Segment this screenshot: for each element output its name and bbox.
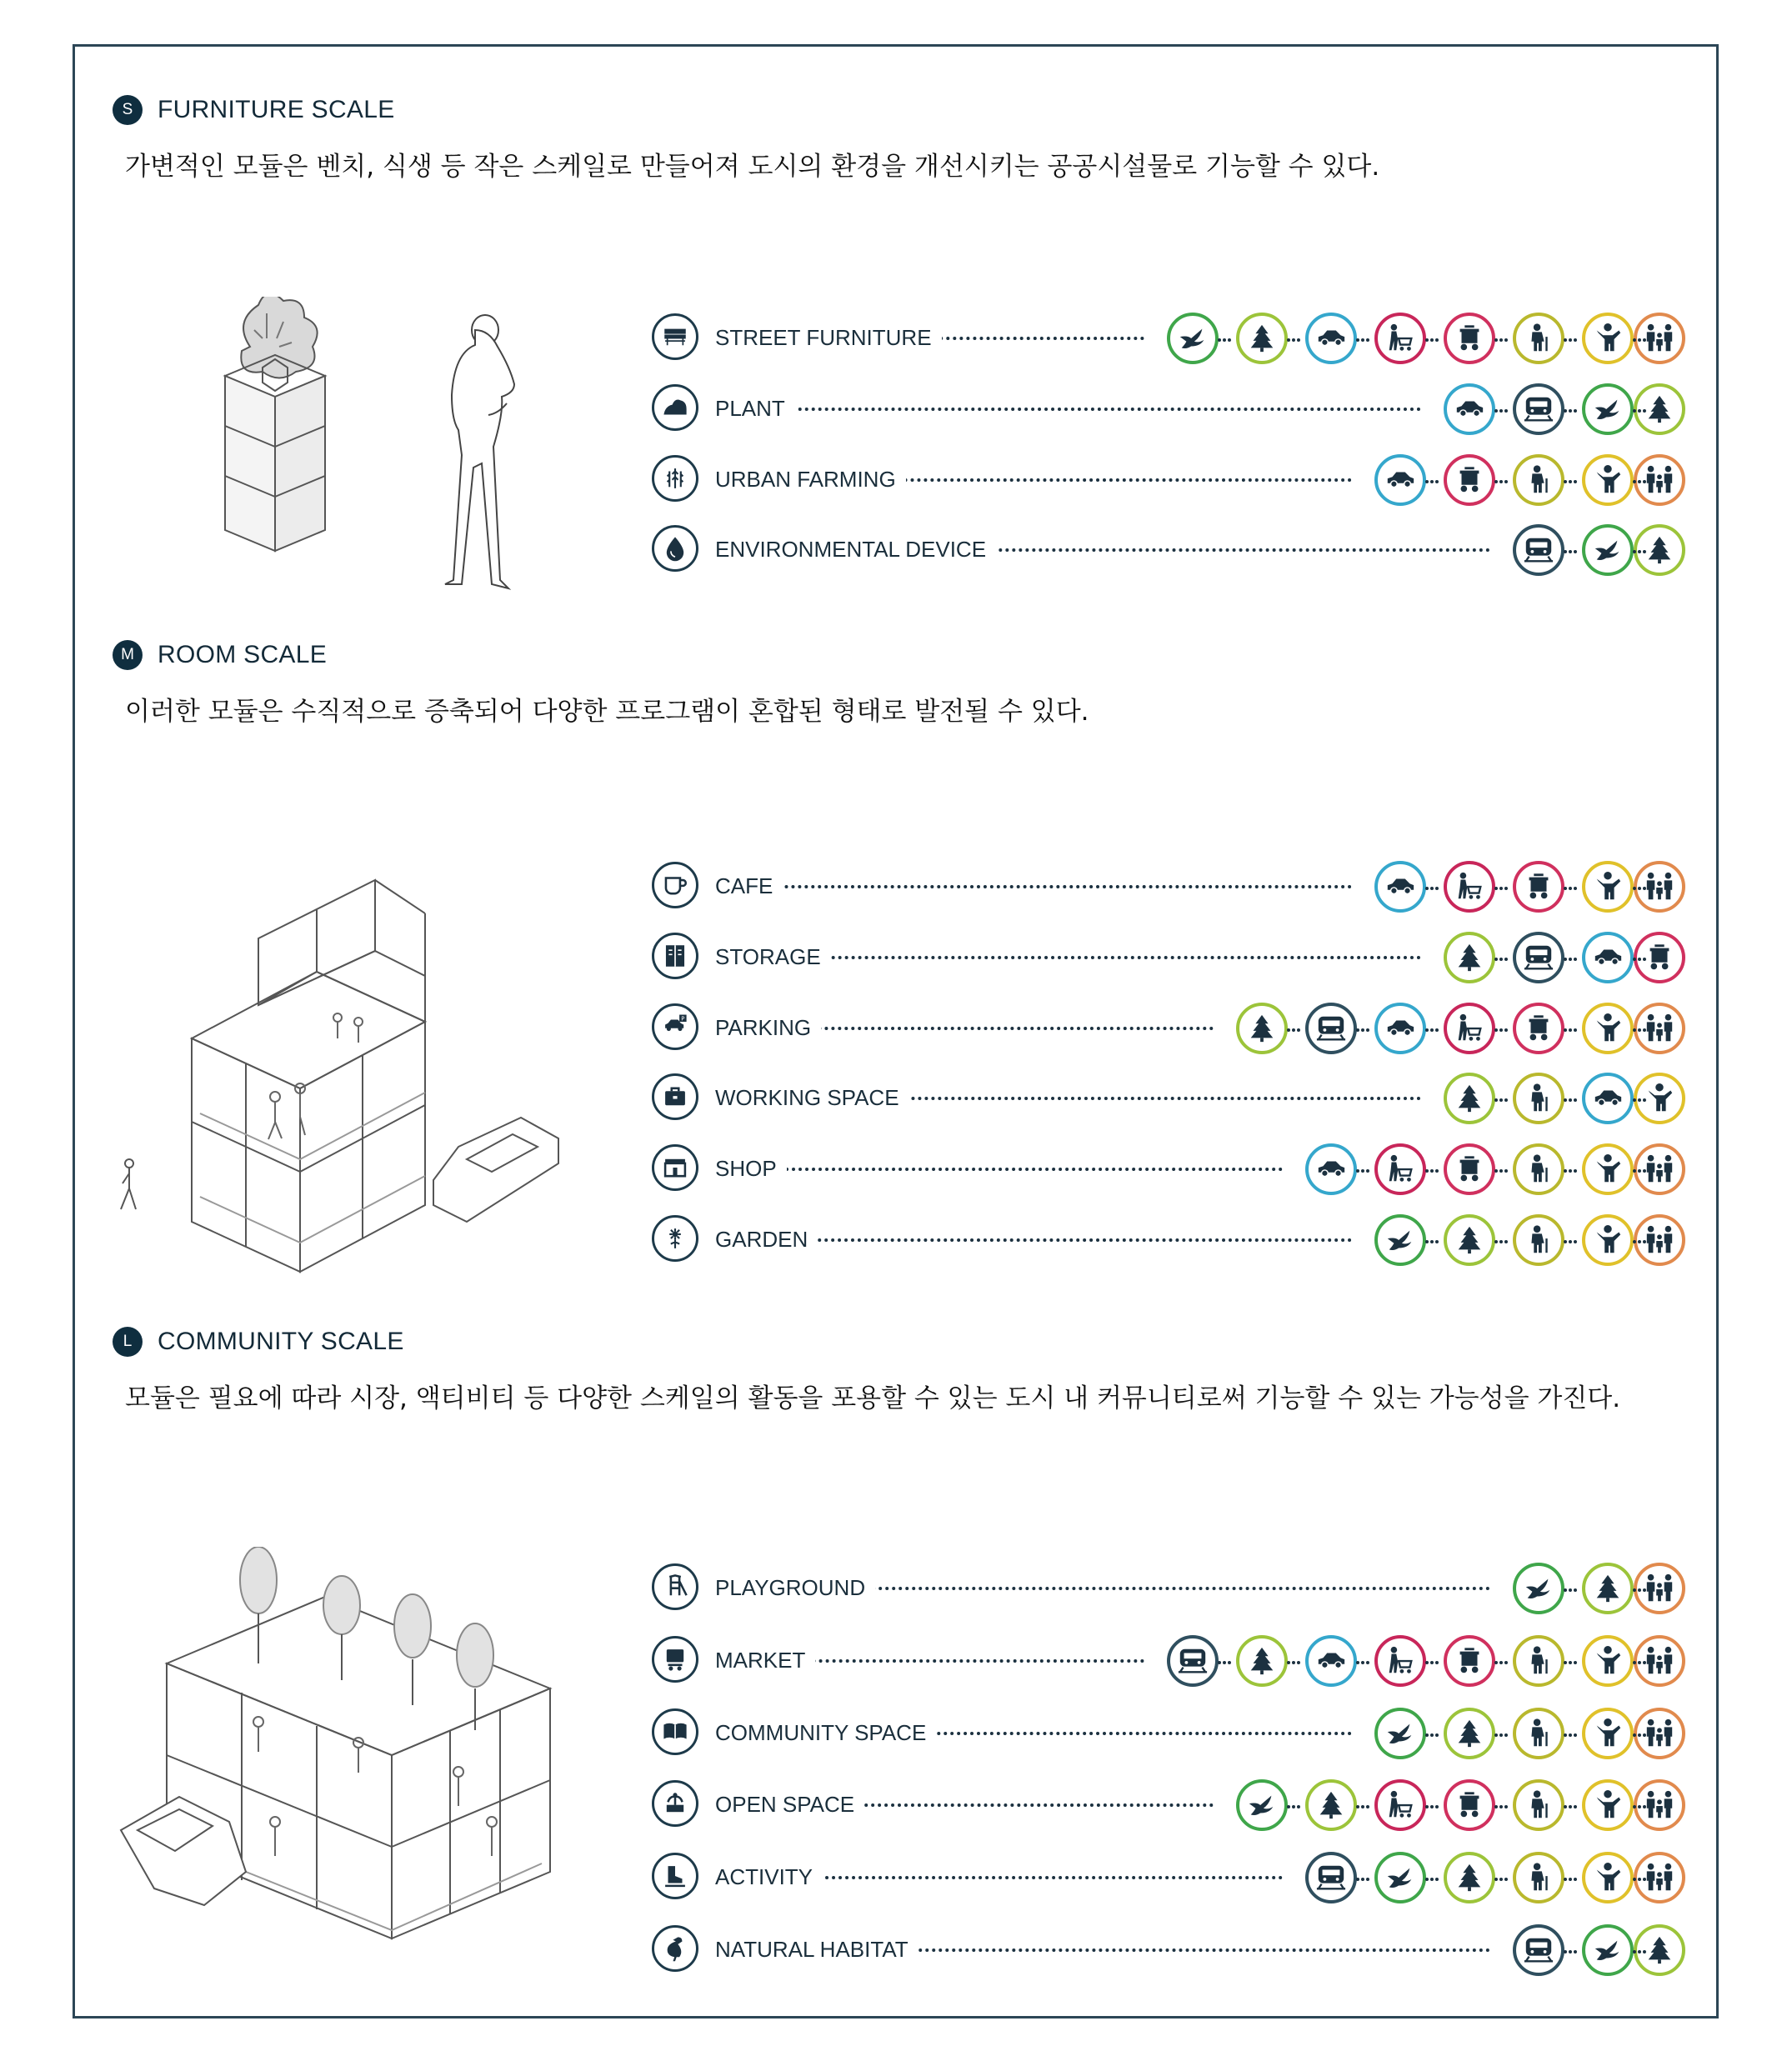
kid-icon: [1582, 313, 1634, 364]
program-row: [652, 523, 1685, 577]
related-icons: [1426, 1072, 1685, 1125]
program-label: PLAYGROUND: [715, 1575, 875, 1601]
section-header: [113, 1327, 404, 1357]
related-icons: [1495, 523, 1685, 577]
related-icons: [1357, 860, 1685, 913]
elder-icon: [1513, 1852, 1564, 1903]
related-icons: [1426, 383, 1685, 436]
program-row: [652, 1778, 1685, 1832]
related-icons: [1495, 1923, 1685, 1977]
program-row: [652, 1143, 1685, 1196]
kid-icon: [1582, 1003, 1634, 1054]
program-label: ACTIVITY: [715, 1864, 823, 1890]
scale-badge: M: [113, 640, 143, 670]
program-row: [652, 1851, 1685, 1904]
bird-icon: [1582, 1924, 1634, 1976]
related-icons: [1357, 1213, 1685, 1267]
related-icons: [1357, 453, 1685, 507]
leader-line: [718, 885, 1352, 888]
kid-icon: [1582, 1143, 1634, 1195]
drop-icon: [652, 525, 698, 572]
tree-icon: [1444, 1708, 1495, 1759]
bird-icon: [1582, 524, 1634, 576]
car-icon: [1444, 383, 1495, 435]
car-icon: [1305, 1143, 1357, 1195]
car-icon: [1582, 932, 1634, 983]
leader-line: [718, 408, 1421, 411]
program-row: [652, 312, 1685, 365]
vendor-icon: [1513, 1003, 1564, 1054]
related-icons: [1357, 1707, 1685, 1760]
program-row: [652, 1072, 1685, 1125]
skate-icon: [652, 1853, 698, 1899]
shopper-icon: [1374, 1635, 1426, 1687]
program-label: SHOP: [715, 1156, 787, 1182]
program-label: PLANT: [715, 396, 795, 422]
elder-icon: [1513, 1708, 1564, 1759]
program-label: PARKING: [715, 1015, 821, 1041]
kid-icon: [1582, 454, 1634, 506]
parking-icon: [652, 1003, 698, 1050]
car-icon: [1374, 454, 1426, 506]
train-icon: [1513, 932, 1564, 983]
elder-icon: [1513, 1214, 1564, 1266]
elder-icon: [1513, 313, 1564, 364]
fountain-icon: [652, 1780, 698, 1827]
plant-icon: [652, 384, 698, 431]
section-title: ROOM SCALE: [158, 641, 328, 668]
related-icons: [1495, 1562, 1685, 1615]
tree-icon: [1444, 932, 1495, 983]
bird-icon: [1236, 1779, 1288, 1831]
leader-line: [718, 1168, 1283, 1171]
briefcase-icon: [652, 1073, 698, 1120]
room-illustration: [108, 872, 625, 1288]
program-label: NATURAL HABITAT: [715, 1937, 919, 1963]
program-row: [652, 1002, 1685, 1055]
program-row: [652, 1213, 1685, 1267]
program-label: OPEN SPACE: [715, 1792, 864, 1818]
store-icon: [652, 1144, 698, 1191]
program-label: GARDEN: [715, 1227, 818, 1253]
kid-icon: [1582, 1852, 1634, 1903]
related-icons: [1219, 1002, 1685, 1055]
cup-icon: [652, 862, 698, 908]
shopper-icon: [1444, 861, 1495, 913]
program-label: WORKING SPACE: [715, 1085, 909, 1111]
program-label: STREET FURNITURE: [715, 325, 942, 351]
section-header: [113, 640, 327, 670]
vendor-icon: [1444, 1635, 1495, 1687]
train-icon: [1513, 524, 1564, 576]
shopper-icon: [1374, 1143, 1426, 1195]
wheat-icon: [652, 455, 698, 502]
program-label: STORAGE: [715, 944, 831, 970]
related-icons: [1288, 1143, 1685, 1196]
related-icons: [1219, 1778, 1685, 1832]
elder-icon: [1513, 454, 1564, 506]
elder-icon: [1513, 1635, 1564, 1687]
program-label: COMMUNITY SPACE: [715, 1720, 936, 1746]
tree-icon: [1236, 1635, 1288, 1687]
bird-icon: [1374, 1708, 1426, 1759]
train-icon: [1305, 1003, 1357, 1054]
vendor-icon: [1444, 313, 1495, 364]
shopper-icon: [1374, 313, 1426, 364]
bird-icon: [1374, 1214, 1426, 1266]
bench-icon: [652, 313, 698, 360]
tree-icon: [1582, 1563, 1634, 1614]
train-icon: [1513, 383, 1564, 435]
car-icon: [1374, 861, 1426, 913]
section-description: 모듈은 필요에 따라 시장, 액티비티 등 다양한 스케일의 활동을 포용할 수 있는 도시 내 커뮤니티로써 기능할 수 있는 가능성을 가진다.: [125, 1383, 1621, 1413]
car-icon: [1305, 1635, 1357, 1687]
locker-icon: [652, 933, 698, 979]
section-title: FURNITURE SCALE: [158, 96, 395, 123]
community-illustration: [108, 1547, 642, 1963]
shopper-icon: [1444, 1003, 1495, 1054]
related-icons: [1149, 1634, 1685, 1688]
program-row: [652, 1634, 1685, 1688]
program-row: [652, 860, 1685, 913]
elder-icon: [1513, 1779, 1564, 1831]
vendor-icon: [1444, 1143, 1495, 1195]
tree-icon: [1444, 1073, 1495, 1124]
section-header: [113, 95, 395, 125]
bird-icon: [1513, 1563, 1564, 1614]
bird-icon: [1582, 383, 1634, 435]
scale-badge: S: [113, 95, 143, 125]
furniture-illustration: [158, 297, 575, 647]
related-icons: [1426, 931, 1685, 984]
related-icons: [1149, 312, 1685, 365]
train-icon: [1167, 1635, 1219, 1687]
tree-icon: [1236, 1003, 1288, 1054]
tree-icon: [1444, 1214, 1495, 1266]
program-row: [652, 931, 1685, 984]
vendor-icon: [1513, 861, 1564, 913]
tree-icon: [1305, 1779, 1357, 1831]
train-icon: [1305, 1852, 1357, 1903]
elder-icon: [1513, 1143, 1564, 1195]
book-icon: [652, 1708, 698, 1755]
diagram-frame: [73, 44, 1719, 2018]
vendor-icon: [1444, 454, 1495, 506]
program-row: [652, 1707, 1685, 1760]
kid-icon: [1582, 1635, 1634, 1687]
car-icon: [1582, 1073, 1634, 1124]
bird-icon: [1167, 313, 1219, 364]
program-label: CAFE: [715, 873, 783, 899]
svg-text:P: P: [681, 1015, 685, 1023]
flower-icon: [652, 1215, 698, 1262]
car-icon: [1374, 1003, 1426, 1054]
kid-icon: [1582, 1779, 1634, 1831]
program-row: [652, 1923, 1685, 1977]
program-row: [652, 1562, 1685, 1615]
program-row: [652, 383, 1685, 436]
scale-badge: L: [113, 1327, 143, 1357]
section-description: 이러한 모듈은 수직적으로 증축되어 다양한 프로그램이 혼합된 형태로 발전될 수 있다.: [125, 697, 1089, 727]
program-label: ENVIRONMENTAL DEVICE: [715, 537, 996, 563]
kid-icon: [1582, 1214, 1634, 1266]
car-icon: [1305, 313, 1357, 364]
program-label: MARKET: [715, 1648, 815, 1673]
train-icon: [1513, 1924, 1564, 1976]
section-description: 가변적인 모듈은 벤치, 식생 등 작은 스케일로 만들어져 도시의 환경을 개선시키는 공공시설물로 기능할 수 있다.: [125, 152, 1380, 182]
tree-icon: [1444, 1852, 1495, 1903]
program-row: [652, 453, 1685, 507]
related-icons: [1288, 1851, 1685, 1904]
program-label: URBAN FARMING: [715, 467, 906, 493]
kid-icon: [1582, 1708, 1634, 1759]
elder-icon: [1513, 1073, 1564, 1124]
kid-icon: [1582, 861, 1634, 913]
shopper-icon: [1374, 1779, 1426, 1831]
section-title: COMMUNITY SCALE: [158, 1328, 404, 1355]
heron-icon: [652, 1925, 698, 1972]
bird-icon: [1374, 1852, 1426, 1903]
tree-icon: [1236, 313, 1288, 364]
cart-icon: [652, 1636, 698, 1683]
vendor-icon: [1444, 1779, 1495, 1831]
slide-icon: [652, 1563, 698, 1610]
